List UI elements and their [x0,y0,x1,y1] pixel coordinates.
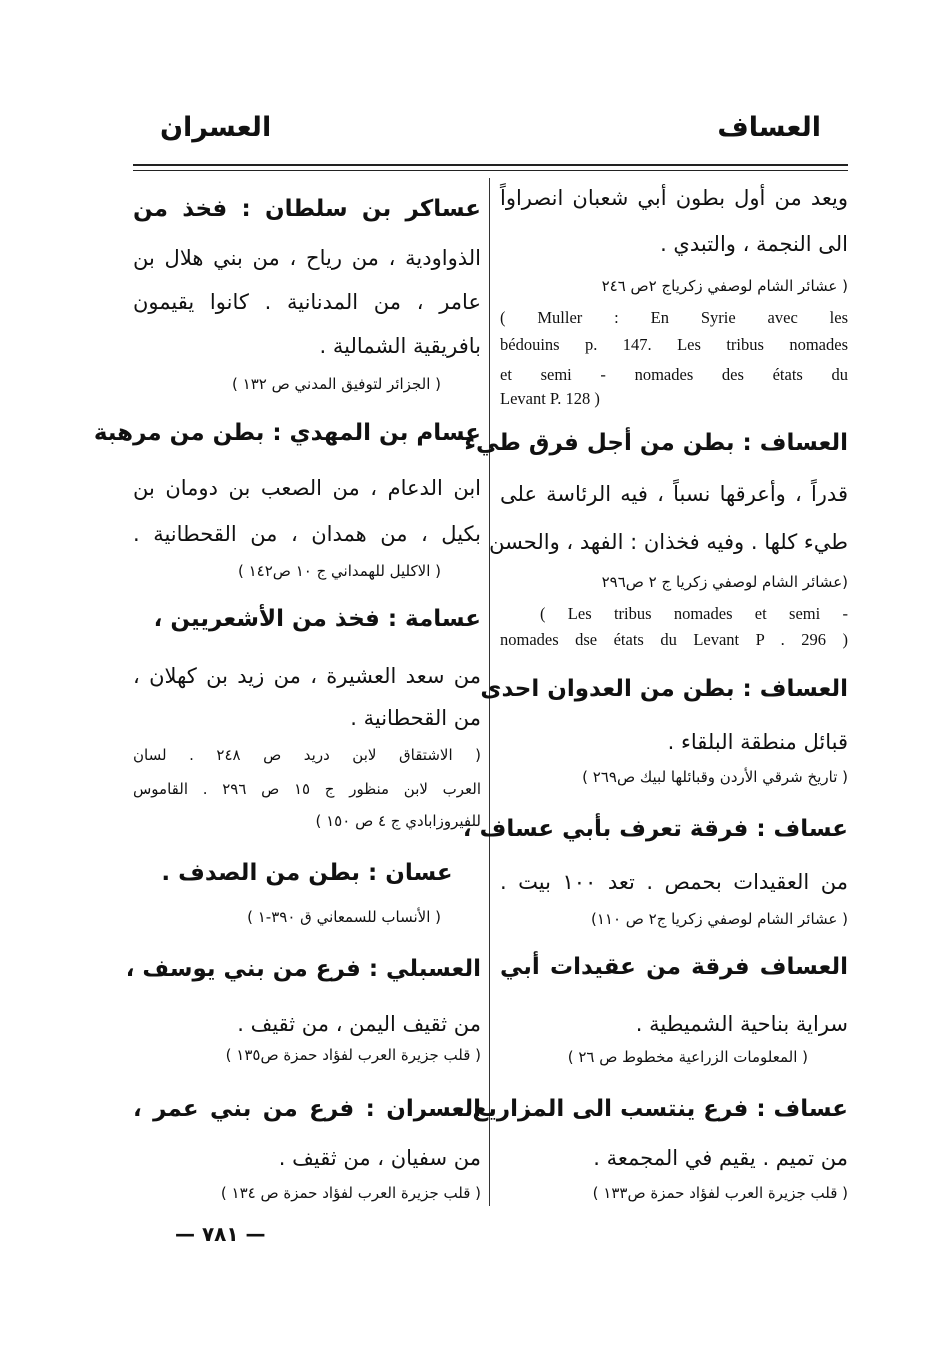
text-line: قبائل منطقة البلقاء . [667,730,848,754]
latin-reference-line: bédouins p. 147. Les tribus nomades [500,335,848,354]
text-line: ويعد من أول بطون أبي شعبان انصراواً [500,186,848,210]
entry-heading: عسامة : فخذ من الأشعريين ، [153,606,481,632]
header-rule [133,164,848,166]
entry-heading: عسان : بطن من الصدف . [161,860,453,886]
reference-line: ( المعلومات الزراعية مخطوط ص ٢٦ ) [567,1048,808,1066]
entry-heading: العساف : بطن من أجل فرق طيء [464,430,848,456]
text-line: من سفيان ، من ثقيف . [278,1146,481,1170]
reference-line: ( الجزائر لتوفيق المدني ص ١٣٢ ) [232,375,441,393]
text-line: من العقيدات بحمص . تعد ١٠٠ بيت . [500,870,848,894]
entry-heading: عساف : فرع ينتسب الى المزاريع ، [455,1096,848,1122]
text-line: من القحطانية . [350,706,481,730]
text-line: بافريقية الشمالية . [319,334,481,358]
text-line: الى النجمة ، والتبدي . [660,232,848,256]
page-number: — ٧٨١ — [175,1222,266,1246]
latin-reference-line: ( Muller : En Syrie avec les [500,308,848,327]
entry-heading: العسبلي : فرع من بني يوسف ، [125,956,481,982]
latin-reference-line: Levant P. 128 ) [500,389,600,408]
reference-line: ( تاريخ شرقي الأردن وقبائلها لبيك ص٢٦٩ ) [582,768,848,786]
reference-line: للفيروزابادي ج ٤ ص ١٥٠ ) [315,812,481,830]
text-line: من ثقيف اليمن ، من ثقيف . [237,1012,481,1036]
text-line: قدراً ، وأعرقها نسباً ، فيه الرئاسة على [500,482,848,506]
running-header-right: العساف [717,112,821,143]
running-header-left: العسران [160,112,272,143]
latin-reference-line: ( Les tribus nomades et semi - [540,604,848,623]
reference-line: ( قلب جزيرة العرب لفؤاد حمزة ص١٣٣ ) [592,1184,848,1202]
entry-heading: عساف : فرقة تعرف بأبي عساف ، [462,816,848,842]
entry-heading: عساكر بن سلطان : فخذ من [133,196,481,222]
reference-line: ( الاشتقاق لابن دريد ص ٢٤٨ . لسان [133,746,482,764]
entry-heading: العساف : بطن من العدوان احدى [480,676,848,702]
reference-line: ( قلب جزيرة العرب لفؤاد حمزة ص١٣٥ ) [225,1046,481,1064]
reference-line: ( قلب جزيرة العرب لفؤاد حمزة ص ١٣٤ ) [220,1184,481,1202]
text-line: طيء كلها . وفيه فخذان : الفهد ، والحسن [489,530,848,554]
reference-line: ( الاكليل للهمداني ج ١٠ ص١٤٢ ) [238,562,441,580]
reference-line: ( عشائر الشام لوصفي زكريا ج٢ ص ١١٠) [590,910,848,928]
reference-line: (عشائر الشام لوصفي زكريا ج ٢ ص٢٩٦ [601,573,848,591]
entry-heading: العساف فرقة من عقيدات أبي [500,954,848,980]
reference-line: ( الأنساب للسمعاني ق ٣٩٠-١ ) [247,908,441,926]
text-line: ابن الدعام ، من الصعب بن دومان بن [133,476,481,500]
text-line: سراية بناحية الشميطية . [635,1012,848,1036]
entry-heading: عسام بن المهدي : بطن من مرهبة [93,420,481,446]
latin-reference-line: et semi - nomades des états du [500,365,848,384]
text-line: الذواودية ، من رياح ، من بني هلال بن [133,246,481,270]
entry-heading: العسران : فرع من بني عمر ، [133,1096,481,1122]
text-line: بكيل ، من همدان ، من القحطانية . [133,522,481,546]
reference-line: العرب لابن منظور ج ١٥ ص ٢٩٦ . القاموس [133,780,482,798]
text-line: من سعد العشيرة ، من زيد بن كهلان ، [133,664,481,688]
header-rule-thin [133,170,848,171]
reference-line: ( عشائر الشام لوصفي زكرياج ٢ص ٢٤٦ [601,277,848,295]
text-line: عامر ، من المدنانية . كانوا يقيمون [133,290,481,314]
latin-reference-line: nomades dse états du Levant P . 296 ) [500,630,848,649]
text-line: من تميم . يقيم في المجمعة . [593,1146,848,1170]
